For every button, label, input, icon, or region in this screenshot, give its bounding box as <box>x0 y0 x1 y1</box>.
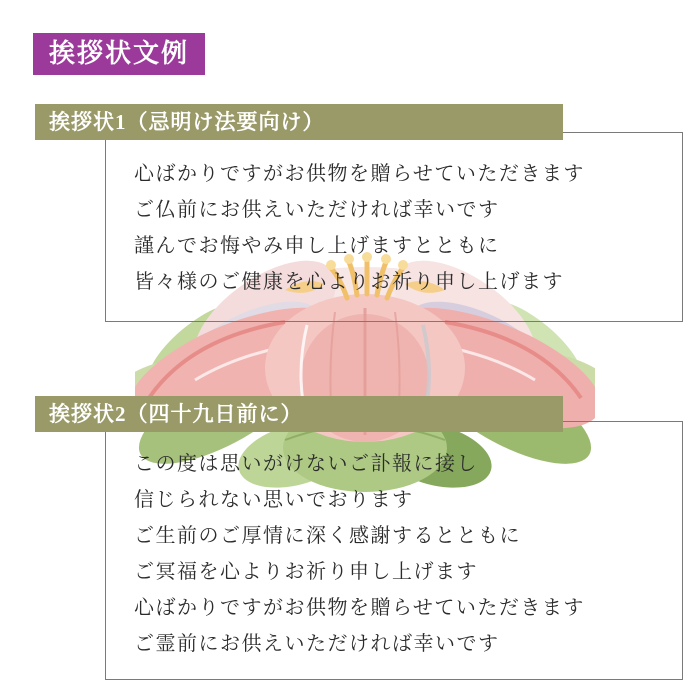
greeting-line: 心ばかりですがお供物を贈らせていただきます <box>134 161 585 185</box>
section-2-text-box <box>105 421 683 680</box>
page-title: 挨拶状文例 <box>33 33 205 75</box>
greeting-line: 心ばかりですがお供物を贈らせていただきます <box>134 595 585 619</box>
greeting-line: 謹んでお悔やみ申し上げますとともに <box>134 233 500 257</box>
greeting-line: この度は思いがけないご訃報に接し <box>134 451 478 475</box>
greeting-line: ご冥福を心よりお祈り申し上げます <box>134 559 478 583</box>
section-2-header: 挨拶状2（四十九日前に） <box>35 396 563 432</box>
section-1-header: 挨拶状1（忌明け法要向け） <box>35 104 563 140</box>
greeting-line: 皆々様のご健康を心よりお祈り申し上げます <box>134 269 564 293</box>
greeting-line: 信じられない思いでおります <box>134 487 414 511</box>
greeting-line: ご仏前にお供えいただければ幸いです <box>134 197 500 221</box>
greeting-line: ご生前のご厚情に深く感謝するとともに <box>134 523 521 547</box>
greeting-line: ご霊前にお供えいただければ幸いです <box>134 631 500 655</box>
section-1-text-box <box>105 132 683 322</box>
